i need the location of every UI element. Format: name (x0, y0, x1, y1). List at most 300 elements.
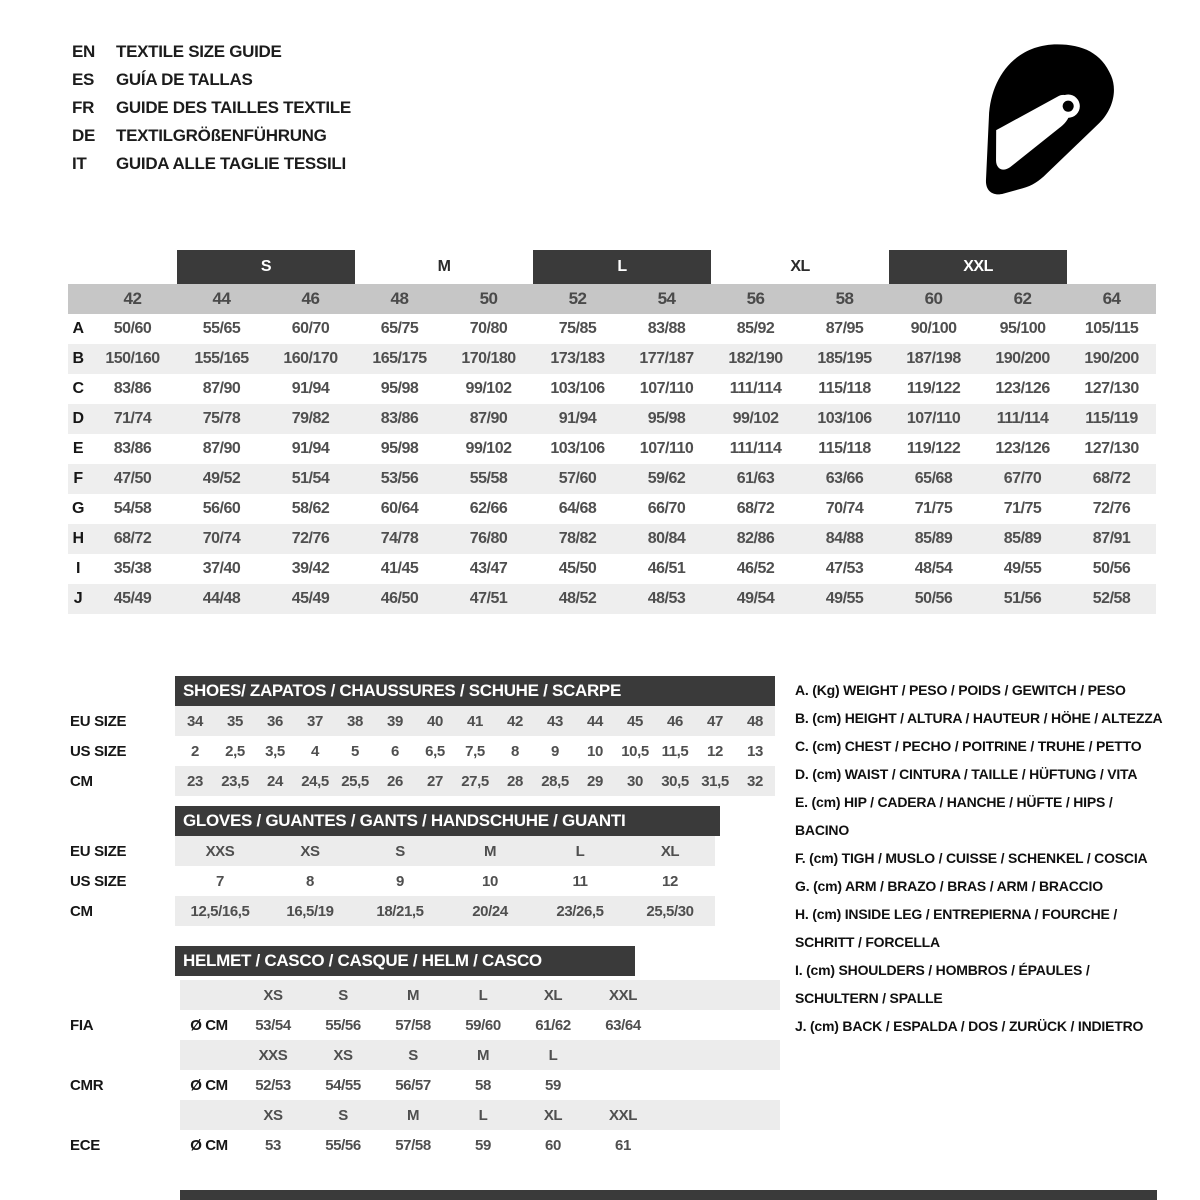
cell: 44 (575, 706, 615, 736)
diameter-cm-label: Ø CM (190, 1076, 228, 1094)
cell: 25,5/30 (625, 896, 715, 926)
cell: 56/60 (202, 500, 241, 517)
cell: 35 (215, 706, 255, 736)
cell: XL (518, 980, 588, 1010)
cell: 36 (255, 706, 295, 736)
cell: 72/76 (266, 524, 355, 554)
fia-values-row (70, 1010, 780, 1040)
cell: 90/100 (910, 320, 957, 337)
cell: 52/58 (1067, 584, 1156, 614)
cell: 170/180 (444, 344, 533, 374)
cell: 107/110 (639, 380, 694, 397)
lang-title: TEXTILE SIZE GUIDE (116, 42, 282, 61)
cell: 28 (495, 766, 535, 796)
table-row (68, 494, 1156, 524)
gloves-eu-row (70, 836, 715, 866)
cell: 155/165 (177, 344, 266, 374)
table-row (68, 314, 1156, 344)
legend-item: H. (cm) INSIDE LEG / ENTREPIERNA / FOURCHE / SCHRITT / FORCELLA (795, 906, 1118, 950)
cell: 83/86 (113, 380, 152, 397)
cell: 12 (662, 872, 678, 890)
row-letter: D (68, 404, 88, 434)
cell: 83/88 (647, 320, 686, 337)
cell: 49/55 (1003, 560, 1042, 577)
cell: 46/51 (647, 560, 686, 577)
table-row (68, 344, 1156, 374)
cell: 39/42 (291, 560, 330, 577)
size-band-s: S (177, 250, 355, 284)
table-row (68, 464, 1156, 494)
row-letter: J (68, 584, 88, 614)
shoes-cm-row (70, 766, 775, 796)
measurement-rows (68, 314, 1156, 614)
cell: 44 (177, 284, 266, 314)
cell: 28,5 (535, 766, 575, 796)
cell (658, 1040, 780, 1070)
cell: 11 (572, 872, 588, 890)
cell: 53/56 (355, 464, 444, 494)
measurement-legend (795, 676, 1167, 1040)
cell: 10 (587, 742, 603, 760)
gloves-cm-row (70, 896, 715, 926)
cell (658, 1010, 780, 1040)
shoes-table (70, 706, 775, 796)
cell: 47 (695, 706, 735, 736)
lang-row-it (72, 150, 351, 178)
cell: 42 (88, 284, 177, 314)
cell: 60/70 (291, 320, 330, 337)
cmr-values-row (70, 1070, 780, 1100)
cmr-sizes-row (70, 1040, 780, 1070)
cell: 71/75 (914, 500, 953, 517)
cell: 24,5 (295, 766, 335, 796)
lang-code: DE (72, 126, 96, 145)
legend-item: D. (cm) WAIST / CINTURA / TAILLE / HÜFTUNG / VITA (795, 766, 1138, 782)
cell: 91/94 (291, 380, 330, 397)
cell: 46/50 (355, 584, 444, 614)
diameter-cm-label: Ø CM (190, 1136, 228, 1154)
cell: 12,5/16,5 (175, 896, 265, 926)
helmet-table (70, 980, 780, 1160)
cell: 11,5 (661, 742, 689, 760)
cell: 61 (615, 1136, 631, 1154)
cell: 29 (575, 766, 615, 796)
cell: 45/49 (88, 584, 177, 614)
cell (588, 1070, 658, 1100)
cell: 6 (391, 742, 399, 760)
cell (658, 1130, 780, 1160)
cell: 99/102 (711, 404, 800, 434)
cell: 48/53 (622, 584, 711, 614)
cell: 41/45 (380, 560, 419, 577)
cell: M (448, 1040, 518, 1070)
cell: 53 (265, 1136, 281, 1154)
cell: 80/84 (622, 524, 711, 554)
cell: 190/200 (978, 344, 1067, 374)
cell: 85/92 (736, 320, 775, 337)
cell: 10 (482, 872, 498, 890)
legend-item: G. (cm) ARM / BRAZO / BRAS / ARM / BRACCIO (795, 878, 1103, 894)
cell: 45/49 (266, 584, 355, 614)
table-row (68, 434, 1156, 464)
cell: 59 (475, 1136, 491, 1154)
fia-label: FIA (70, 1016, 94, 1034)
cell: 95/98 (622, 404, 711, 434)
cell: 61/62 (535, 1016, 571, 1034)
cell: 87/95 (825, 320, 864, 337)
cmr-label: CMR (70, 1076, 104, 1094)
cell: 65/68 (889, 464, 978, 494)
cell: 63/64 (605, 1016, 641, 1034)
size-band-m: M (437, 258, 451, 275)
cell (68, 284, 88, 314)
cell: 18/21,5 (355, 896, 445, 926)
gloves-us-row (70, 866, 715, 896)
cell: 39 (375, 706, 415, 736)
cm-label: CM (70, 772, 93, 790)
cell: 72/76 (1092, 500, 1131, 517)
legend-item: I. (cm) SHOULDERS / HOMBROS / ÉPAULES / SCHULTERN / SPALLE (795, 962, 1090, 1006)
cell: 2 (191, 742, 199, 760)
cell: 173/183 (533, 344, 622, 374)
cell: 59/60 (465, 1016, 501, 1034)
cell: 42 (495, 706, 535, 736)
cell: 2,5 (225, 742, 245, 760)
cell: 27 (415, 766, 455, 796)
cell: S (308, 980, 378, 1010)
table-row (68, 374, 1156, 404)
cell: M (378, 1100, 448, 1130)
diameter-cm-label: Ø CM (190, 1016, 228, 1034)
cell: 115/119 (1067, 404, 1156, 434)
cell (658, 980, 780, 1010)
table-row (68, 584, 1156, 614)
cell: 45/50 (558, 560, 597, 577)
cell: 12 (707, 742, 723, 760)
cell: 57/58 (395, 1136, 431, 1154)
helmet-icon (975, 40, 1125, 200)
cell: 34 (175, 706, 215, 736)
cell: 9 (551, 742, 559, 760)
legend-item: F. (cm) TIGH / MUSLO / CUISSE / SCHENKEL / COSCIA (795, 850, 1148, 866)
cell: 48 (355, 284, 444, 314)
cell: 91/94 (533, 404, 622, 434)
legend-item: J. (cm) BACK / ESPALDA / DOS / ZURÜCK / INDIETRO (795, 1018, 1144, 1034)
cell: 62 (978, 284, 1067, 314)
cell: 55/65 (202, 320, 241, 337)
cell: 51/56 (978, 584, 1067, 614)
cell: 23 (175, 766, 215, 796)
cell: 40 (415, 706, 455, 736)
cell: 60 (545, 1136, 561, 1154)
cell: 50/56 (889, 584, 978, 614)
cell: 47/53 (825, 560, 864, 577)
cell (658, 1100, 780, 1130)
lang-row-fr (72, 94, 351, 122)
cell: 41 (455, 706, 495, 736)
cell: 53/54 (255, 1016, 291, 1034)
cell: 187/198 (889, 344, 978, 374)
lang-row-es (72, 66, 351, 94)
cm-label: CM (70, 902, 93, 920)
cell: 87/90 (202, 380, 241, 397)
cell (68, 250, 88, 284)
cell: 49/55 (800, 584, 889, 614)
row-letter: H (68, 524, 88, 554)
cell: 56 (711, 284, 800, 314)
cell: 66/70 (647, 500, 686, 517)
cell: 87/90 (202, 440, 241, 457)
gloves-section-header: GLOVES / GUANTES / GANTS / HANDSCHUHE / GUANTI (175, 806, 720, 836)
table-row (68, 524, 1156, 554)
cell: 82/86 (711, 524, 800, 554)
cell: 7 (216, 872, 224, 890)
cell: 103/106 (550, 440, 605, 457)
cell: 47/51 (444, 584, 533, 614)
shoes-eu-row (70, 706, 775, 736)
cell: 10,5 (621, 742, 649, 760)
size-band-row (68, 250, 1156, 284)
cell: 38 (335, 706, 375, 736)
cell: 52 (533, 284, 622, 314)
cell: 119/122 (906, 440, 961, 457)
row-letter: B (68, 344, 88, 374)
cell: 160/170 (266, 344, 355, 374)
lang-row-en (72, 38, 351, 66)
cell: 37/40 (202, 560, 241, 577)
cell: 23,5 (215, 766, 255, 796)
cell: 182/190 (711, 344, 800, 374)
cell: 95/98 (380, 440, 419, 457)
cell: 5 (351, 742, 359, 760)
cell: M (445, 836, 535, 866)
cell: 55/56 (325, 1016, 361, 1034)
cell: 56/57 (395, 1076, 431, 1094)
cell: 35/38 (113, 560, 152, 577)
cell: 45 (615, 706, 655, 736)
cell: 190/200 (1067, 344, 1156, 374)
cell: 60 (889, 284, 978, 314)
lang-code: ES (72, 70, 95, 89)
cell: 61/63 (711, 464, 800, 494)
cell: 99/102 (465, 380, 512, 397)
cell: 165/175 (355, 344, 444, 374)
cell: S (308, 1100, 378, 1130)
cell: 44/48 (177, 584, 266, 614)
cell: 107/110 (639, 440, 694, 457)
cell: 59 (545, 1076, 561, 1094)
cell: XS (238, 980, 308, 1010)
cell: 75/85 (558, 320, 597, 337)
cell: XXL (588, 1100, 658, 1130)
eu-size-label: EU SIZE (70, 842, 127, 860)
cell: L (535, 836, 625, 866)
textile-size-table (68, 250, 1156, 614)
lang-code: IT (72, 154, 87, 173)
cell: 52/53 (255, 1076, 291, 1094)
ece-label: ECE (70, 1136, 100, 1154)
us-size-label: US SIZE (70, 872, 127, 890)
table-row (68, 554, 1156, 584)
cell: 87/90 (444, 404, 533, 434)
legend-item: B. (cm) HEIGHT / ALTURA / HAUTEUR / HÖHE / ALTEZZA (795, 710, 1163, 726)
table-row (68, 404, 1156, 434)
cell: 185/195 (800, 344, 889, 374)
row-letter: A (72, 320, 84, 337)
lang-title: TEXTILGRÖßENFÜHRUNG (116, 126, 327, 145)
cell: 57/60 (533, 464, 622, 494)
cell (180, 1040, 238, 1070)
eu-size-label: EU SIZE (70, 712, 127, 730)
cell: 30,5 (655, 766, 695, 796)
cell: 67/70 (978, 464, 1067, 494)
cell: 50/56 (1092, 560, 1131, 577)
cell (70, 1100, 180, 1130)
cell: 123/126 (995, 380, 1050, 397)
cell: 37 (295, 706, 335, 736)
cell: M (378, 980, 448, 1010)
cell: 48 (735, 706, 775, 736)
helmet-section-header: HELMET / CASCO / CASQUE / HELM / CASCO (175, 946, 635, 976)
fia-sizes-row (70, 980, 780, 1010)
row-letter: C (72, 380, 84, 397)
ece-values-row (70, 1130, 780, 1160)
cell: 58 (800, 284, 889, 314)
cell: 32 (735, 766, 775, 796)
size-band-xxl: XXL (889, 250, 1067, 284)
cell: 6,5 (425, 742, 445, 760)
cell: 107/110 (889, 404, 978, 434)
cell: 111/114 (978, 404, 1067, 434)
cell: 85/89 (889, 524, 978, 554)
cell: 49/54 (711, 584, 800, 614)
cell: 105/115 (1084, 320, 1139, 337)
cell: L (448, 980, 518, 1010)
cell: 84/88 (800, 524, 889, 554)
ece-sizes-row (70, 1100, 780, 1130)
cell: 68/72 (1067, 464, 1156, 494)
cell: 74/78 (355, 524, 444, 554)
cell: 111/114 (729, 380, 782, 397)
cell: 71/74 (88, 404, 177, 434)
cell: 55/56 (325, 1136, 361, 1154)
cell: S (378, 1040, 448, 1070)
cell: 115/118 (818, 440, 871, 457)
cell: 65/75 (380, 320, 419, 337)
cell: 51/54 (266, 464, 355, 494)
size-band-l: L (533, 250, 711, 284)
cell: 103/106 (550, 380, 605, 397)
cell: 8 (306, 872, 314, 890)
cell: 3,5 (265, 742, 285, 760)
row-letter: E (72, 440, 84, 457)
cell: 70/74 (825, 500, 864, 517)
cell: 31,5 (695, 766, 735, 796)
cell: 23/26,5 (535, 896, 625, 926)
cell: 27,5 (455, 766, 495, 796)
cell: 95/98 (380, 380, 419, 397)
cell: 63/66 (800, 464, 889, 494)
cell: XS (238, 1100, 308, 1130)
cell: 64/68 (558, 500, 597, 517)
cell: 46 (655, 706, 695, 736)
size-band-xl: XL (790, 258, 810, 275)
cell: 58 (475, 1076, 491, 1094)
cell: 13 (747, 742, 763, 760)
cell: 49/52 (177, 464, 266, 494)
cell: 47/50 (88, 464, 177, 494)
cell: 50/60 (113, 320, 152, 337)
cell: 103/106 (800, 404, 889, 434)
row-letter: F (68, 464, 88, 494)
cell: 78/82 (533, 524, 622, 554)
cell: 83/86 (113, 440, 152, 457)
cell: 54/55 (325, 1076, 361, 1094)
cell: 95/100 (999, 320, 1046, 337)
cell: 70/74 (177, 524, 266, 554)
numeric-size-row (68, 284, 1156, 314)
lang-code: FR (72, 98, 95, 117)
cell (70, 980, 180, 1010)
cell: 24 (255, 766, 295, 796)
cell: 58/62 (291, 500, 330, 517)
cell: XXS (238, 1040, 308, 1070)
cell: 54/58 (113, 500, 152, 517)
cell: 70/80 (469, 320, 508, 337)
language-title-block (72, 38, 351, 178)
cell: 83/86 (355, 404, 444, 434)
shoes-us-row (70, 736, 775, 766)
lang-title: GUIDE DES TAILLES TEXTILE (116, 98, 351, 117)
cell: 46/52 (736, 560, 775, 577)
cell: 68/72 (88, 524, 177, 554)
cell: 43 (535, 706, 575, 736)
cell: 60/64 (380, 500, 419, 517)
cell: 62/66 (469, 500, 508, 517)
lang-title: GUIDA ALLE TAGLIE TESSILI (116, 154, 346, 173)
cell (70, 1040, 180, 1070)
cell: 79/82 (266, 404, 355, 434)
cell (588, 1040, 658, 1070)
cell: 4 (311, 742, 319, 760)
cell: 59/62 (622, 464, 711, 494)
cell: 119/122 (906, 380, 961, 397)
cell: 123/126 (995, 440, 1050, 457)
cutoff-section-bar (180, 1190, 1157, 1200)
us-size-label: US SIZE (70, 742, 127, 760)
cell: 87/91 (1067, 524, 1156, 554)
cell: 8 (511, 742, 519, 760)
cell: 76/80 (444, 524, 533, 554)
cell: XL (518, 1100, 588, 1130)
cell: 71/75 (1003, 500, 1042, 517)
row-letter: G (72, 500, 84, 517)
cell: XS (308, 1040, 378, 1070)
cell (88, 250, 177, 284)
cell: 68/72 (736, 500, 775, 517)
cell: 91/94 (291, 440, 330, 457)
cell: 127/130 (1084, 380, 1139, 397)
shoes-section-header: SHOES/ ZAPATOS / CHAUSSURES / SCHUHE / SCARPE (175, 676, 775, 706)
legend-item: E. (cm) HIP / CADERA / HANCHE / HÜFTE / HIPS / BACINO (795, 794, 1113, 838)
cell: 46 (266, 284, 355, 314)
cell: 127/130 (1084, 440, 1139, 457)
legend-item: A. (Kg) WEIGHT / PESO / POIDS / GEWITCH / PESO (795, 682, 1126, 698)
cell: L (448, 1100, 518, 1130)
cell: 150/160 (88, 344, 177, 374)
cell: 75/78 (177, 404, 266, 434)
cell: 85/89 (978, 524, 1067, 554)
